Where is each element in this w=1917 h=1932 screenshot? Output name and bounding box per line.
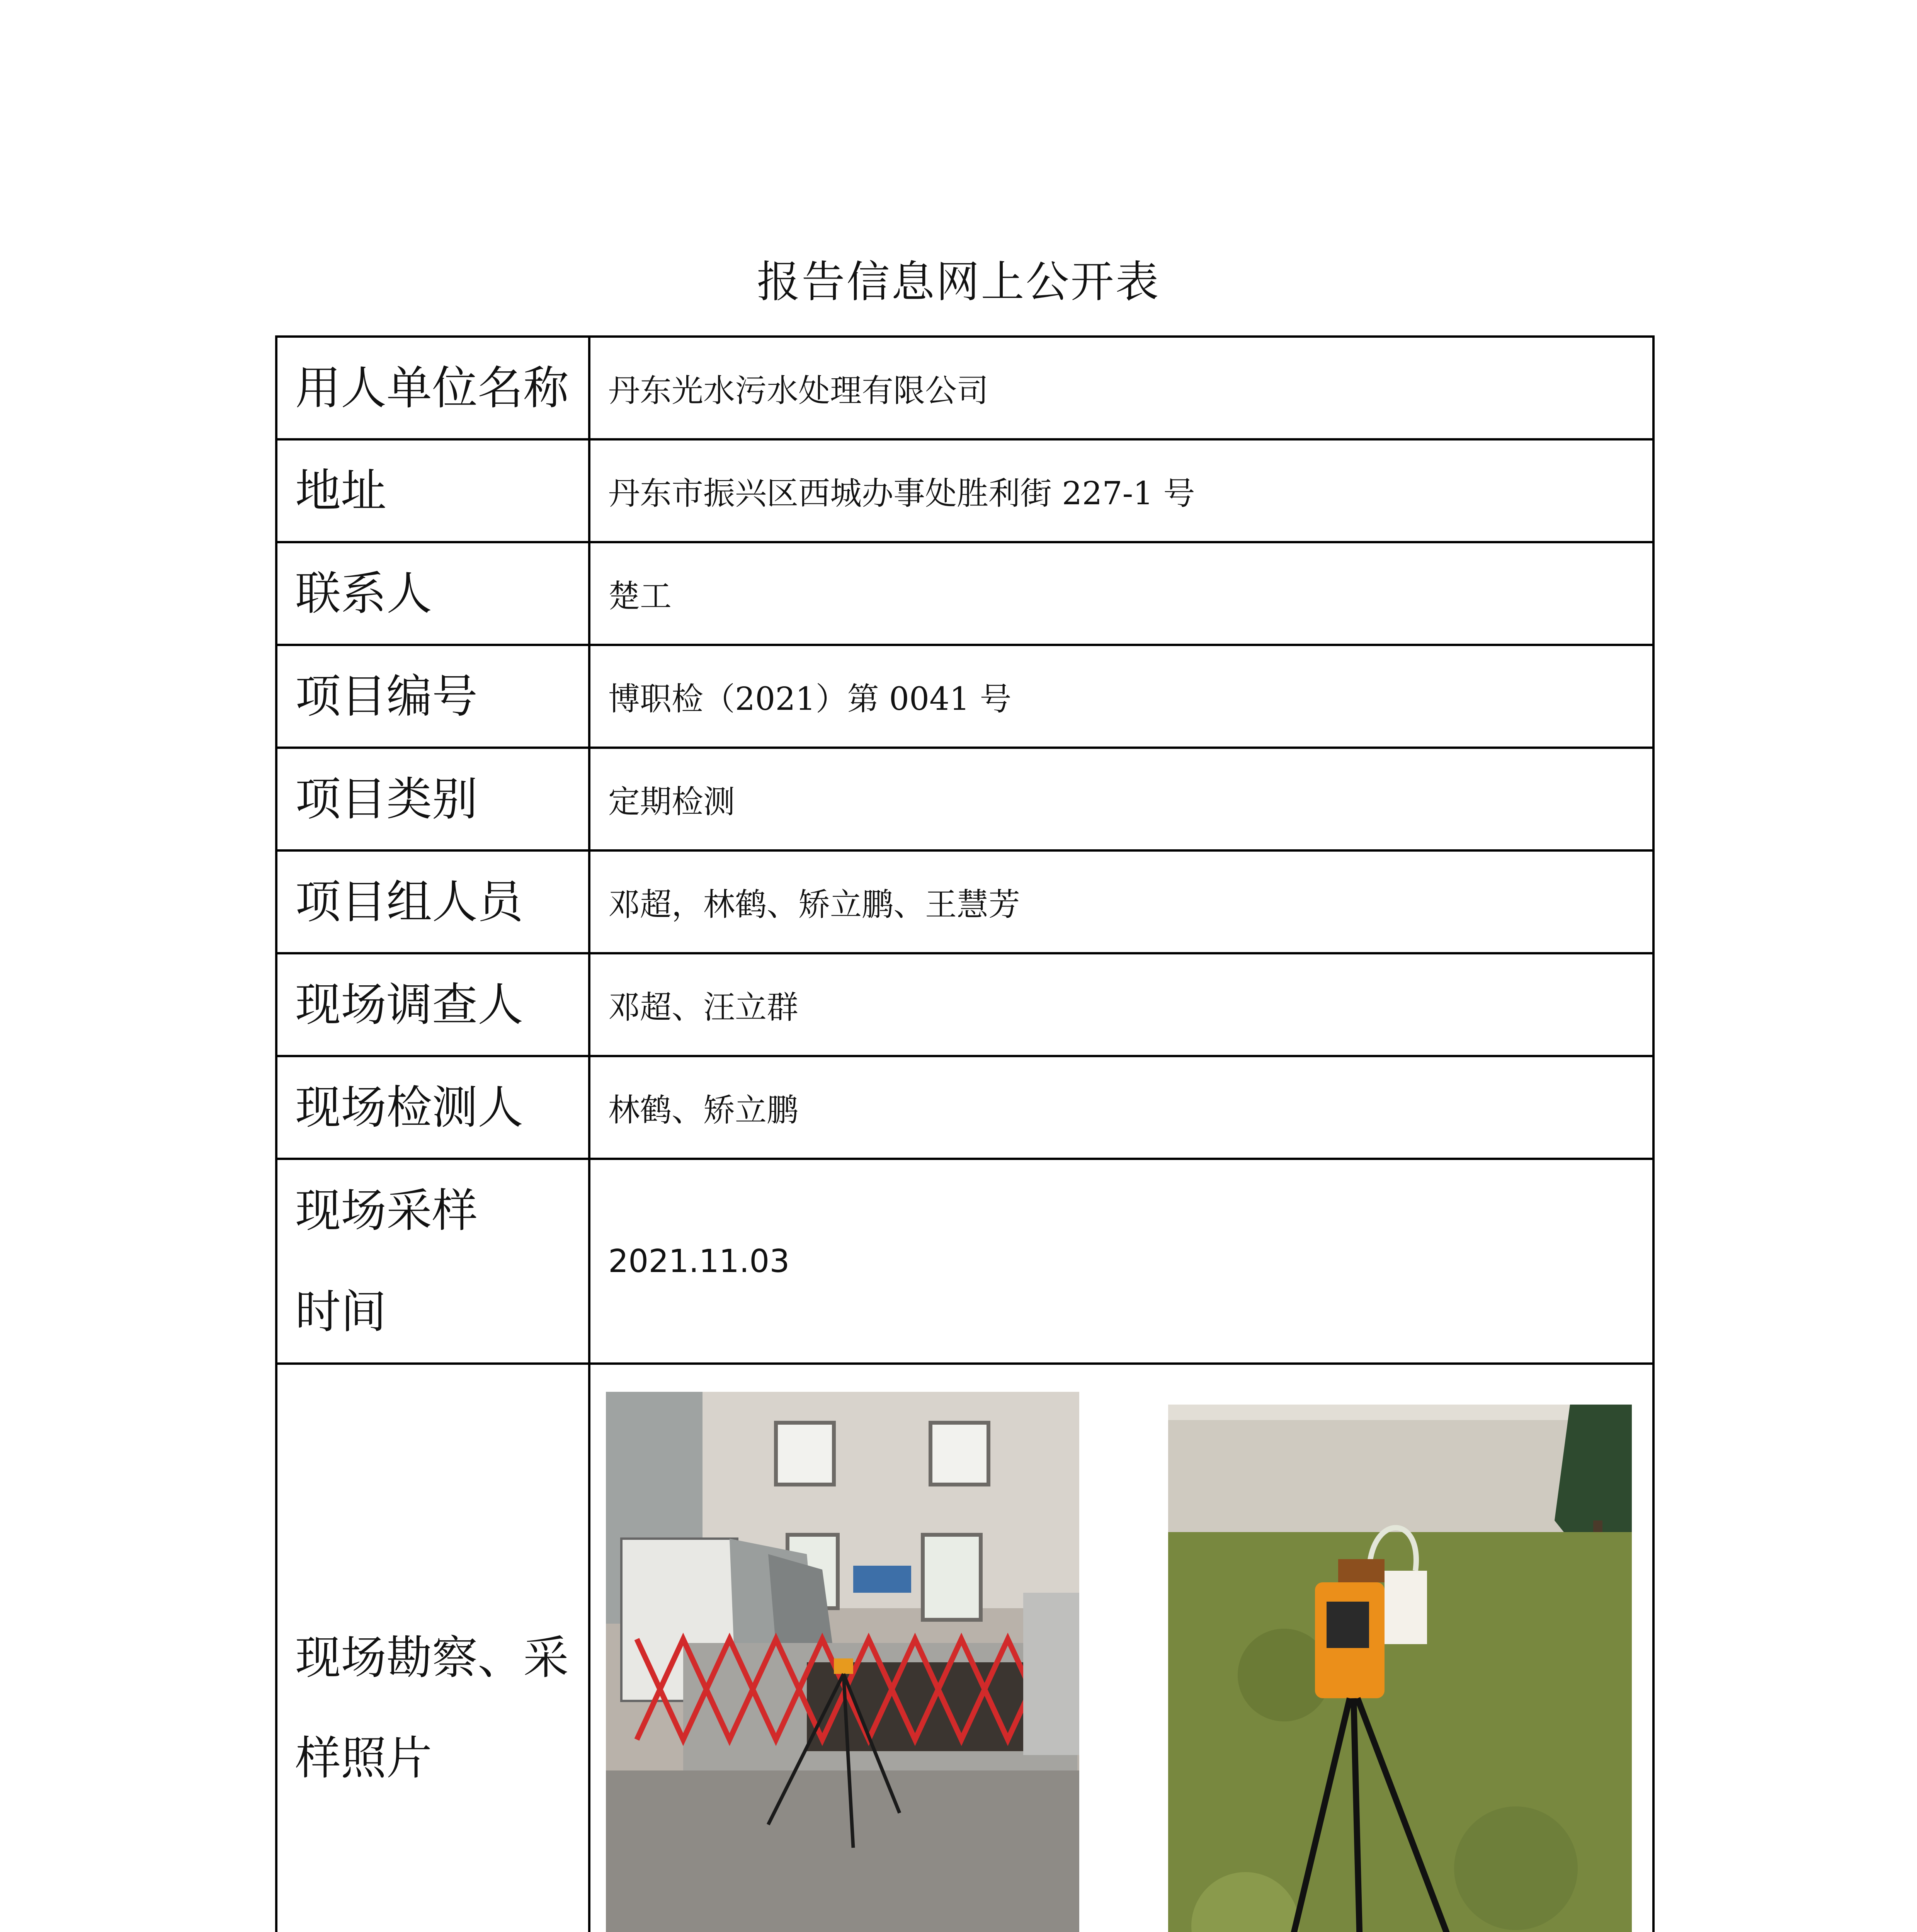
table-row: [276, 1364, 1653, 1932]
table-row: [276, 1159, 1653, 1364]
row-value-site-investigator: 邓超、汪立群: [589, 953, 1653, 1056]
row-value-sampling-time: 2021.11.03: [589, 1159, 1653, 1364]
table-row: [276, 542, 1653, 645]
table-row: [276, 439, 1653, 542]
row-value-address: 丹东市振兴区西城办事处胜利街 227-1 号: [589, 439, 1653, 542]
row-label-team-members: 项目组人员: [276, 850, 589, 953]
row-label-project-category: 项目类别: [276, 748, 589, 850]
row-value-contact: 楚工: [589, 542, 1653, 645]
outdoor-sampling-photo: [1168, 1405, 1632, 1932]
row-value-site-inspector: 林鹤、矫立鹏: [589, 1056, 1653, 1159]
row-label-site-investigator: 现场调查人: [276, 953, 589, 1056]
row-value-project-number: 博职检（2021）第 0041 号: [589, 645, 1653, 748]
row-label-sampling-time: [276, 1159, 589, 1364]
sampling-time-label-line1: 现场采样: [295, 1184, 478, 1237]
report-table: [275, 335, 1655, 1932]
photos-label-line1: 现场勘察、采: [295, 1631, 569, 1684]
photos-label-line2: 样照片: [295, 1731, 432, 1785]
row-value-project-category: 定期检测: [589, 748, 1653, 850]
row-label-employer: 用人单位名称: [276, 337, 589, 439]
row-label-site-inspector: 现场检测人: [276, 1056, 589, 1159]
table-row: [276, 1056, 1653, 1159]
table-row: [276, 748, 1653, 850]
outdoor-sampling-photo-image: [1168, 1405, 1632, 1932]
page-title: 报告信息网上公开表: [757, 257, 1160, 307]
row-value-employer: 丹东光水污水处理有限公司: [589, 337, 1653, 439]
indoor-sampling-photo-image: [606, 1392, 1079, 1932]
row-value-team-members: 邓超，林鹤、矫立鹏、王慧芳: [589, 850, 1653, 953]
photos-cell: [589, 1364, 1653, 1932]
sampling-time-label-line2: 时间: [295, 1285, 387, 1338]
row-label-contact: 联系人: [276, 542, 589, 645]
table-row: [276, 337, 1653, 439]
table-row: [276, 850, 1653, 953]
row-label-project-number: 项目编号: [276, 645, 589, 748]
table-row: [276, 953, 1653, 1056]
row-label-address: 地址: [276, 439, 589, 542]
table-row: [276, 645, 1653, 748]
row-label-photos: [276, 1364, 589, 1932]
indoor-sampling-photo: [606, 1392, 1079, 1932]
